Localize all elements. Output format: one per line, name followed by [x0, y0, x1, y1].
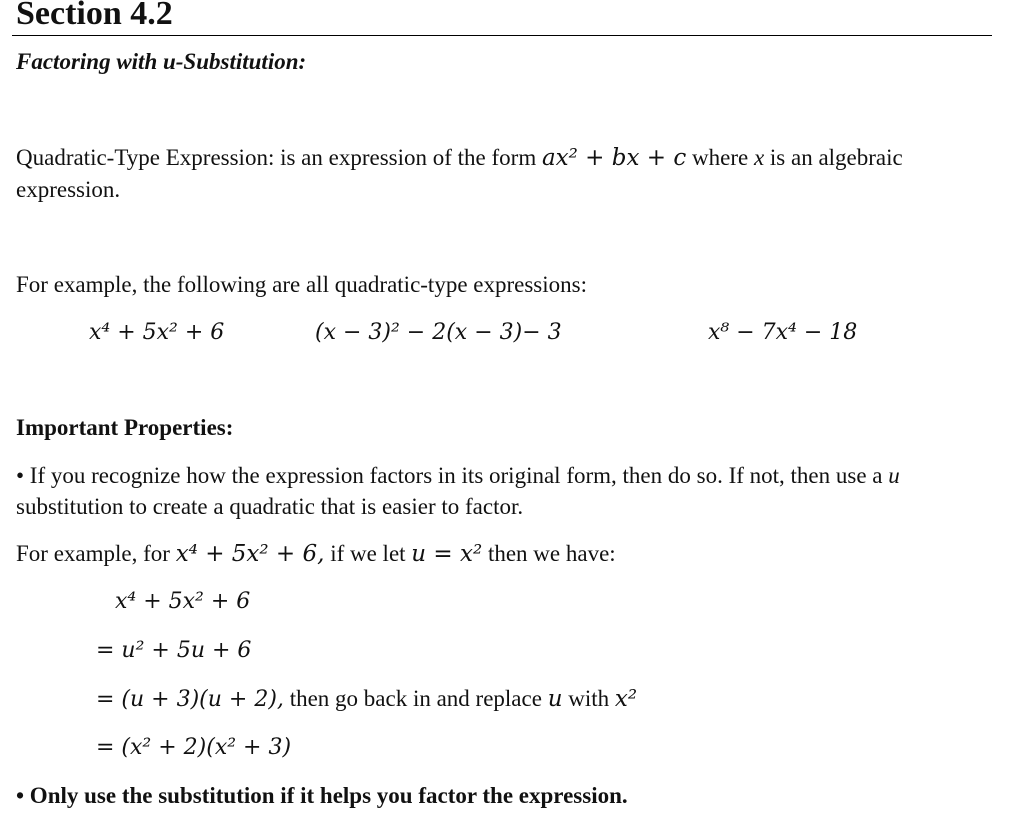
- property-bullet-1-text: • If you recognize how the expression factors in its original form, then do so. If not, then use a: [16, 463, 883, 488]
- step-3-x-squared: x²: [614, 686, 638, 712]
- property-bullet-1-line-1: [16, 461, 900, 491]
- property-bullet-1-u: u: [888, 463, 900, 488]
- definition-tail: is an algebraic: [769, 145, 903, 170]
- section-title: Section 4.2: [16, 0, 173, 32]
- title-divider: [12, 35, 992, 36]
- examples-intro: For example, the following are all quadratic-type expressions:: [16, 272, 587, 297]
- definition-line-1: [16, 143, 903, 173]
- step-3-text-a: then go back in and replace: [289, 686, 542, 711]
- definition-middle: where: [692, 145, 749, 170]
- step-4: = (x² + 2)(x² + 3): [96, 735, 292, 760]
- property-bullet-1-line-2: substitution to create a quadratic that is easier to factor.: [16, 494, 524, 519]
- step-3-u: u: [547, 686, 563, 712]
- definition-lead: Quadratic-Type Expression: is an expression of the form: [16, 145, 537, 170]
- example-intro-b: if we let: [330, 541, 406, 566]
- example-expression-1: x⁴ + 5x² + 6: [89, 320, 225, 345]
- definition-formula: ax² + bx + c: [541, 145, 687, 171]
- properties-heading: Important Properties:: [16, 415, 234, 440]
- example-expression-2: (x − 3)² − 2(x − 3)− 3: [315, 320, 562, 345]
- example-expression-inline: x⁴ + 5x² + 6,: [175, 541, 325, 567]
- substitution-expression: u = x²: [411, 541, 483, 567]
- definition-variable-x: x: [753, 145, 765, 170]
- step-3-math: = (u + 3)(u + 2),: [96, 687, 284, 712]
- step-2: = u² + 5u + 6: [96, 638, 252, 663]
- step-3: [96, 684, 637, 715]
- example-intro-a: For example, for: [16, 541, 170, 566]
- step-1: x⁴ + 5x² + 6: [115, 589, 251, 614]
- step-3-text-b: with: [568, 686, 610, 711]
- example-intro-line: [16, 539, 616, 569]
- subtitle: Factoring with u-Substitution:: [16, 49, 307, 74]
- example-expression-3: x⁸ − 7x⁴ − 18: [708, 320, 858, 345]
- example-intro-c: then we have:: [487, 541, 616, 566]
- final-bullet: • Only use the substitution if it helps you factor the expression.: [16, 783, 628, 808]
- definition-line-2: expression.: [16, 177, 121, 202]
